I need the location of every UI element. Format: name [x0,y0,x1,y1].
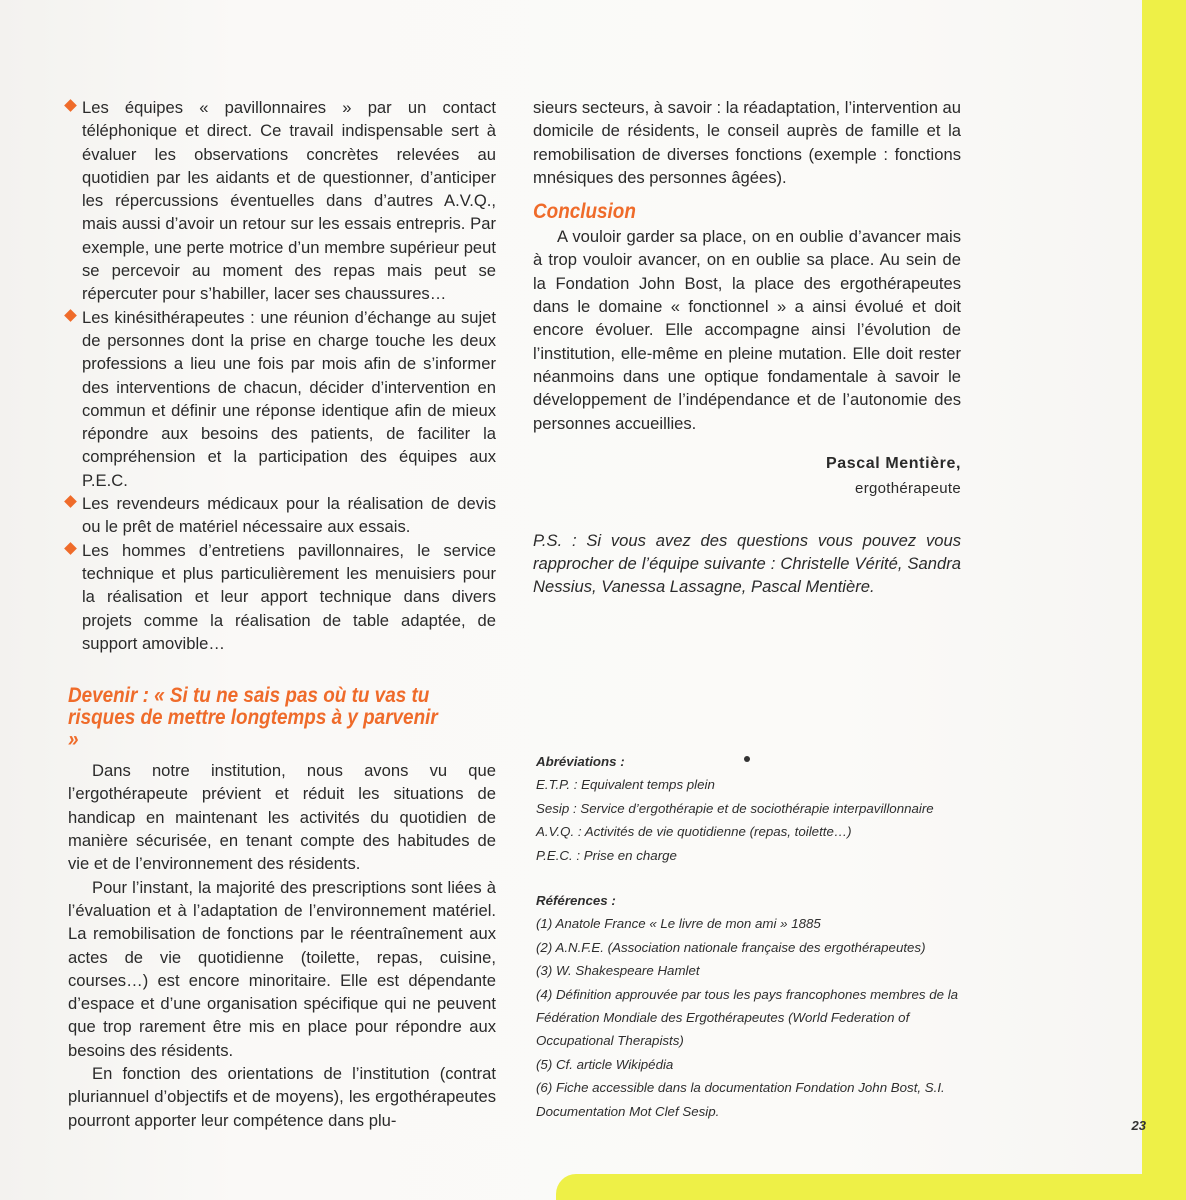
abbreviation-item: P.E.C. : Prise en charge [536,847,677,863]
postscript: P.S. : Si vous avez des questions vous pouvez vous rapprocher de l’équipe suivante : Christelle Vérité, Sandra Nessius, Vanessa Lassagne, Pascal Mentière. [533,530,961,597]
yellow-bottom-band [556,1174,1186,1200]
diamond-bullet-icon [64,99,77,112]
diamond-bullet-icon [64,542,77,555]
print-dot [744,756,750,762]
signature-block [533,451,961,501]
diamond-bullet-icon [64,495,77,508]
abbreviations-label: Abréviations : [536,754,625,769]
page-number: 23 [1131,1118,1146,1133]
right-column [533,96,961,615]
reference-item: (3) W. Shakespeare Hamlet [536,963,700,979]
reference-item: (1) Anatole France « Le livre de mon ami » 1885 [536,916,821,932]
bullet-text: Les revendeurs médicaux pour la réalisation de devis ou le prêt de matériel nécessaire aux essais. [82,494,496,537]
reference-item: (6) Fiche accessible dans la documentation Fondation John Bost, S.I. Documentation Mot Clef Sesip. [536,1080,945,1119]
body-paragraph: En fonction des orientations de l’institution (contrat pluriannuel d’objectifs et de moyens), les ergothérapeutes pourront apporter leur compétence dans plu- [68,1063,496,1130]
reference-item: (5) Cf. article Wikipédia [536,1056,674,1072]
abbreviation-item: Sesip : Service d’ergothérapie et de sociothérapie interpavillonnaire [536,800,934,816]
author-role: ergothérapeute [855,479,961,497]
left-column [68,96,496,1132]
bullet-item [68,539,496,655]
abbreviation-item: A.V.Q. : Activités de vie quotidienne (repas, toilette…) [536,824,852,840]
bullet-text: Les hommes d’entretiens pavillonnaires, le service technique et plus particulièrement les menuisiers pour la réalisation et leur apport technique dans divers projets comme la réalisation de table adaptée, de support amovible… [82,540,496,653]
bullet-text: Les équipes « pavillonnaires » par un contact téléphonique et direct. Ce travail indispensable sert à évaluer les observations concrètes relevées au quotidien par les aidants et de questionner, d’anticiper les répercussions éventuelles dans d’autres A.V.Q., mais aussi d’avoir un retour sur les essais entrepris. Par exemple, une perte motrice d’un membre supérieur peut se percevoir au moment des repas mais peut se répercuter pour s’habiller, lacer ses chaussures… [82,98,496,304]
bullet-item [68,306,496,492]
abbreviation-item: E.T.P. : Equivalent temps plein [536,777,715,793]
notes-section [536,750,976,1123]
conclusion-heading: Conclusion [533,200,636,224]
diamond-bullet-icon [64,309,77,322]
bullet-item [68,96,496,306]
references-label: Références : [536,893,616,909]
reference-item: (4) Définition approuvée par tous les pays francophones membres de la Fédération Mondiale des Ergothérapeutes (World Federation of Occupational Therapists) [536,986,959,1049]
bullet-text: Les kinésithérapeutes : une réunion d’échange au sujet de personnes dont la prise en charge touche les deux professions a lieu une fois par mois afin de s’informer des interventions de chacun, décider d’intervention en commun et définir une réponse identique afin de mieux répondre aux besoins des patients, de faciliter la compréhension et la participation des équipes aux P.E.C. [82,307,496,490]
reference-item: (2) A.N.F.E. (Association nationale française des ergothérapeutes) [536,939,926,955]
author-name: Pascal Mentière, [826,454,961,472]
yellow-margin-band [1142,0,1186,1200]
conclusion-paragraph: A vouloir garder sa place, on en oublie d’avancer mais à trop vouloir avancer, on en oublie sa place. Au sein de la Fondation John Bost, la place des ergothérapeutes dans le domaine « fonctionnel » a ainsi évolué et doit encore évoluer. Elle accompagne ainsi l’évolution de l’institution, elle-même en pleine mutation. Elle doit rester néanmoins dans une optique fondamentale à savoir le développement de l’indépendance et de l’autonomie des personnes accueillies. [533,227,961,433]
body-paragraph: Pour l’instant, la majorité des prescriptions sont liées à l’évaluation et à l’adaptation de l’environnement matériel. La remobilisation de fonctions par le réentraînement aux actes de vie quotidienne (toilette, repas, cuisine, courses…) est encore minoritaire. Elle est dépendante d’espace et d’une organisation spécifique qui ne peuvent que trop rarement être mis en place pour répondre aux besoins des résidents. [68,877,496,1060]
bullet-item [68,492,496,539]
devenir-heading: Devenir : « Si tu ne sais pas où tu vas tu risques de mettre longtemps à y parvenir » [68,684,438,752]
body-paragraph: Dans notre institution, nous avons vu que l’ergothérapeute prévient et réduit les situations de handicap en maintenant les activités du quotidien de manière sécurisée, en tenant compte des habitudes de vie et de l’environnement des résidents. [68,761,496,874]
continuation-paragraph: sieurs secteurs, à savoir : la réadaptation, l’intervention au domicile de résidents, le conseil auprès de famille et la remobilisation de diverses fonctions (exemple : fonctions mnésiques des personnes âgées). [533,98,961,187]
